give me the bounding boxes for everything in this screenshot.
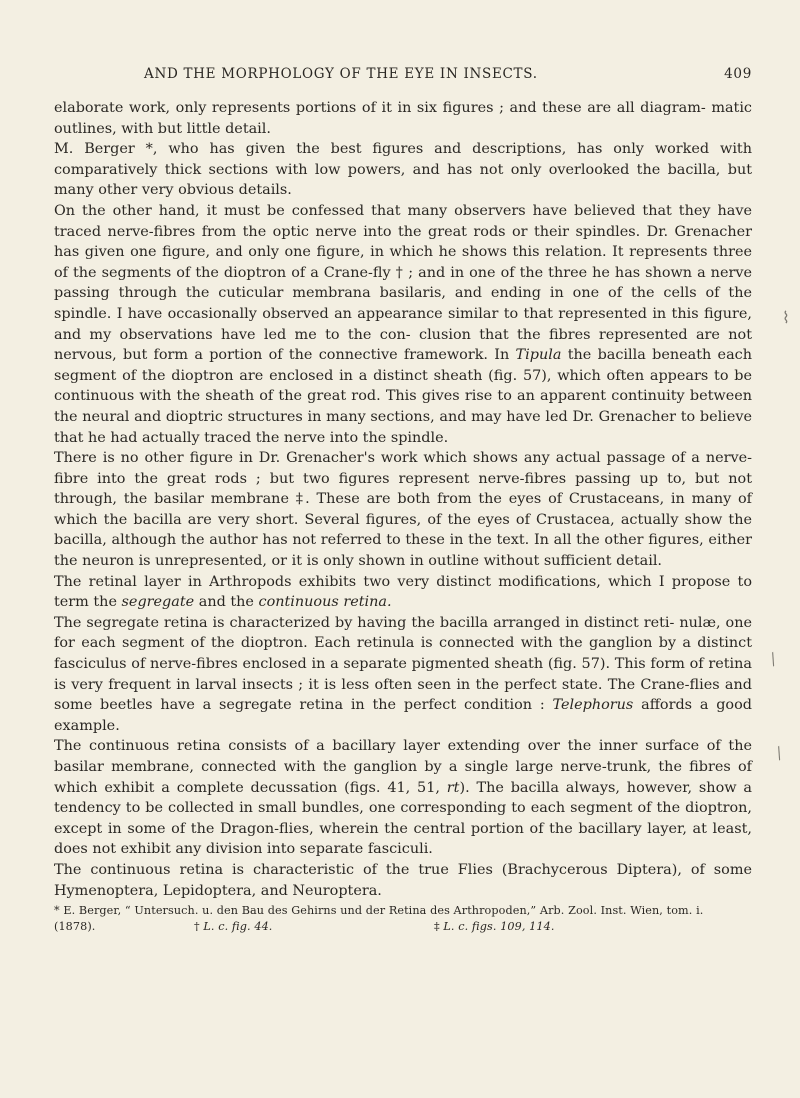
taxon-italic: Telephorus: [552, 697, 634, 714]
footnote-1: * E. Berger, “ Untersuch. u. den Bau des Gehirns und der Retina des Arthropoden,” Arb. Zool. Inst. Wien, tom. i.: [54, 904, 704, 918]
footnote-year: (1878).: [54, 920, 96, 934]
footnotes: [54, 903, 752, 935]
term-italic: continuous retina.: [258, 594, 392, 611]
taxon-italic: Tipula: [515, 347, 562, 364]
footnote-3: ‡ L. c. figs. 109, 114.: [434, 920, 555, 934]
running-header: [54, 66, 752, 88]
paragraph: The continuous retina is characteristic of the true Flies (Brachycerous Diptera), of some Hymenoptera, Lepidoptera, and Neuroptera.: [54, 861, 752, 899]
pencil-mark-icon: ⁄: [772, 744, 786, 763]
paragraph: On the other hand, it must be confessed that many observers have believed that they have traced nerve-fibres from the optic nerve into the great rods or their spindles. Dr. Grenacher has given one figure, and only one figure, in which he shows this relation. It represents three of the segments of the dioptron of a Crane-fly † ; and in one of the three he has shown a nerve passing through the cuticular membrana basilaris, and ending in one of the cells of the spindle. I have occasionally observed an appearance similar to that represented in this figure, and my observations have led me to the con- clusion that the fibres represented are not nervous, but form a portion of the connective framework. In Tipula the bacilla beneath each segment of the dioptron are enclosed in a distinct sheath (fig. 57), which often appears to be continuous with the sheath of the great rod. This gives rise to an apparent continuity between the neural and dioptric structures in many sections, and may have led Dr. Grenacher to believe that he had actually traced the nerve into the spindle.: [54, 202, 752, 446]
pencil-mark-icon: ⌇: [782, 308, 790, 327]
term-italic: segregate: [121, 594, 195, 611]
paragraph: The continuous retina consists of a bacillary layer extending over the inner surface of the basilar membrane, connected with the ganglion by a single large nerve-trunk, the fibres of which exhibit a complete decussation (figs. 41, 51, rt). The bacilla always, however, show a tendency to be collected in small bundles, one corresponding to each segment of the dioptron, except in some of the Dragon-flies, wherein the central portion of the bacillary layer, at least, does not exhibit any division into separate fasciculi.: [54, 738, 752, 858]
paragraph-text: On the other hand, it must be confessed that many observers have believed that they have traced nerve-fibres from the optic nerve into the great rods or their spindles. Dr. Grenacher has given one figure, and only one figure, in which he shows this relation. It represents three of the segments of the dioptron of a Crane-fly † ; and in one of the three he has shown a nerve passing through the cuticular membrana basilaris, and ending in one of the cells of the spindle. I have occasionally observed an appearance similar to that represented in this figure, and my observations have led me to the con- clusion that the fibres represented are not nervous, but form a portion of the connective framework.: [54, 202, 752, 364]
pencil-mark-icon: ⁄: [766, 650, 780, 669]
running-title: AND THE MORPHOLOGY OF THE EYE IN INSECTS.: [144, 66, 538, 82]
body-text: [54, 98, 752, 901]
paragraph: There is no other figure in Dr. Grenacher's work which shows any actual passage of a nerve-fibre into the great rods ; but two figures represent nerve-fibres passing up to, but not through, the basilar membrane ‡. These are both from the eyes of Crustaceans, in many of which the bacilla are very short. Several figures, of the eyes of Crustacea, actually show the bacilla, although the author has not referred to these in the text. In all the other figures, either the neuron is unrepresented, or it is only shown in outline without sufficient detail.: [54, 450, 752, 570]
footnote-2: † L. c. fig. 44.: [194, 920, 273, 934]
figure-label-italic: rt: [446, 779, 460, 796]
page-number: 409: [724, 66, 752, 82]
paragraph: The segregate retina is characterized by having the bacilla arranged in distinct reti- nulæ, one for each segment of the dioptron. Each retinula is connected with the ganglion by a distinct fasciculus of nerve-fibres enclosed in a separate pigmented sheath (fig. 57). This form of retina is very frequent in larval insects ; it is less often seen in the perfect state. The Crane-flies and some beetles have a segregate retina in the perfect condition : Telephorus affords a good example.: [54, 614, 752, 734]
paragraph: The retinal layer in Arthropods exhibits two very distinct modifications, which I propose to term the segregate and the continuous retina.: [54, 573, 752, 611]
paragraph: M. Berger *, who has given the best figures and descriptions, has only worked with comparatively thick sections with low powers, and has not only overlooked the bacilla, but many other very obvious details.: [54, 141, 752, 199]
document-page: [54, 66, 752, 935]
paragraph: elaborate work, only represents portions of it in six figures ; and these are all diagram- matic outlines, with but little detail.: [54, 100, 752, 137]
footnote-row: [54, 919, 752, 935]
